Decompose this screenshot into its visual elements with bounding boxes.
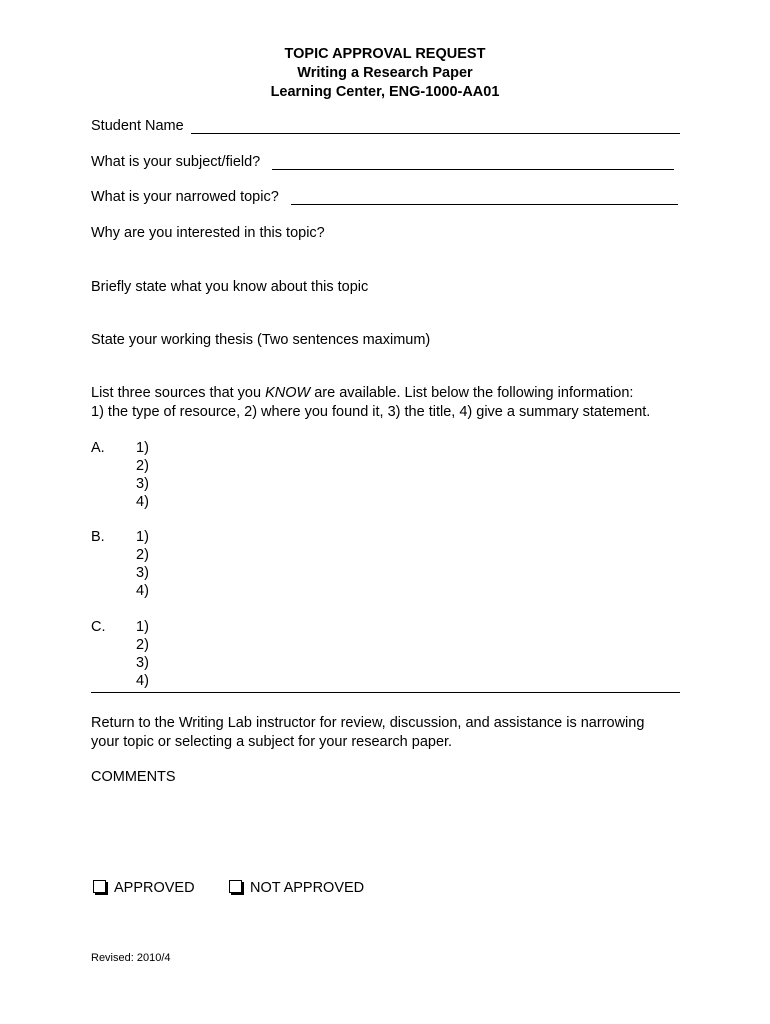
not-approved-checkbox[interactable]: [229, 880, 242, 893]
return-note-line2: your topic or selecting a subject for your research paper.: [91, 734, 453, 750]
interest-question: Why are you interested in this topic?: [91, 225, 325, 241]
source-item-number: 4): [136, 494, 149, 510]
source-group-letter: B.: [91, 529, 105, 545]
subject-field-label: What is your subject/field?: [91, 154, 261, 170]
source-item-number: 2): [136, 458, 149, 474]
section-divider: [91, 692, 680, 693]
narrowed-topic-input[interactable]: [293, 187, 680, 205]
source-item-number: 2): [136, 547, 149, 563]
subject-field-input[interactable]: [274, 152, 676, 170]
not-approved-label: NOT APPROVED: [250, 880, 365, 896]
source-item-number: 4): [136, 583, 149, 599]
source-item-number: 4): [136, 673, 149, 689]
source-item-number: 3): [136, 476, 149, 492]
student-name-input[interactable]: [193, 116, 682, 134]
return-note-line1: Return to the Writing Lab instructor for review, discussion, and assistance is narrowing: [91, 715, 645, 731]
form-subtitle: Writing a Research Paper: [297, 65, 473, 81]
source-item-number: 1): [136, 529, 149, 545]
sources-intro-part2: are available. List below the following information:: [310, 385, 634, 401]
approved-option[interactable]: [93, 880, 195, 896]
knowledge-question: Briefly state what you know about this topic: [91, 279, 369, 295]
source-item-number: 2): [136, 637, 149, 653]
not-approved-option[interactable]: [229, 880, 364, 896]
revision-date: Revised: 2010/4: [91, 952, 171, 964]
sources-intro-emphasis: KNOW: [265, 385, 311, 401]
sources-intro-part1: List three sources that you: [91, 385, 266, 401]
source-item-number: 1): [136, 619, 149, 635]
student-name-label: Student Name: [91, 118, 184, 134]
sources-intro: [91, 385, 633, 401]
source-item-number: 1): [136, 440, 149, 456]
sources-intro-line2: 1) the type of resource, 2) where you found it, 3) the title, 4) give a summary statement.: [91, 404, 651, 420]
course-label: Learning Center, ENG-1000-AA01: [270, 84, 500, 100]
form-title: TOPIC APPROVAL REQUEST: [284, 46, 486, 62]
source-item-number: 3): [136, 565, 149, 581]
thesis-question: State your working thesis (Two sentences maximum): [91, 332, 431, 348]
approved-checkbox[interactable]: [93, 880, 106, 893]
source-item-number: 3): [136, 655, 149, 671]
approved-label: APPROVED: [114, 880, 195, 896]
source-group-letter: C.: [91, 619, 106, 635]
source-group-letter: A.: [91, 440, 105, 456]
comments-label: COMMENTS: [91, 769, 176, 785]
narrowed-topic-label: What is your narrowed topic?: [91, 189, 279, 205]
